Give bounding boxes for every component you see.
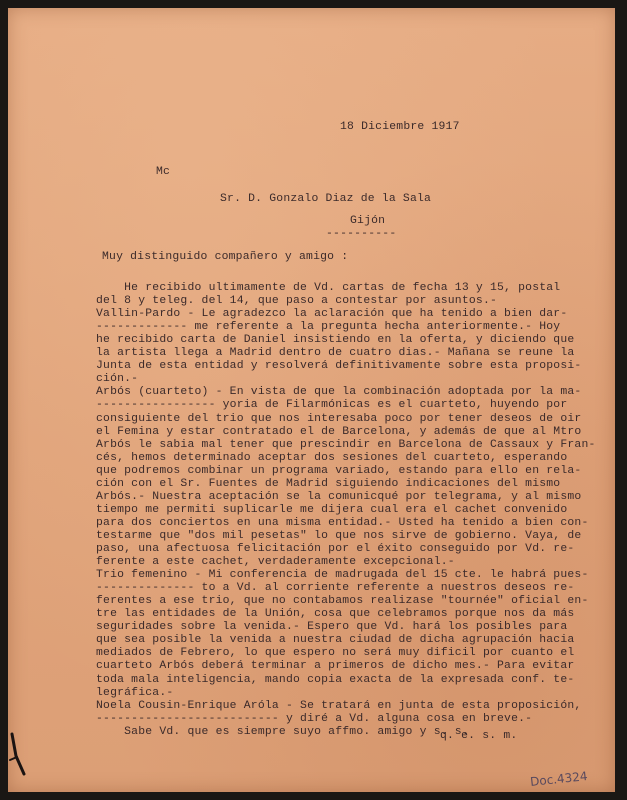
body-line: tiempo me permiti suplicarle me dijera cual era el cachet convenido [96,503,568,516]
body-line: he recibido carta de Daniel insistiendo en la oferta, y diciendo que [96,334,575,347]
body-line: cés, hemos determinado aceptar dos sesiones del cuarteto, esperando [96,451,568,464]
body-line: del 8 y teleg. del 14, que paso a contestar por asuntos.- [96,295,498,308]
closing-initials: q. e. s. m. [440,730,518,742]
body-line: -------------------------- y diré a Vd. alguna cosa en breve.- [96,712,533,725]
body-line: consiguiente del trio que nos interesaba poco por tener deseos de oir [96,412,582,425]
body-line: legráfica.- [96,686,174,699]
archive-number: Doc.4324 [529,769,589,789]
letter-reference: Mc [156,166,171,178]
body-line: ferentes a ese trio, que no contabamos realizase "tournée" oficial en- [96,595,589,608]
letter-sheet [8,8,615,792]
body-line: Arbós.- Nuestra aceptación se la comunicqué por telegrama, y al mismo [96,490,582,503]
recipient-city-underline: ---------- [326,228,397,240]
body-line: Trio femenino - Mi conferencia de madrugada del 15 cte. le habrá pues- [96,569,589,582]
body-line: mediados de Febrero, lo que espero no será muy dificil por cuanto el [96,647,575,660]
body-line: Arbós le sabia mal tener que prescindir en Barcelona de Cassaux y Fran- [96,438,596,451]
body-line: Sabe Vd. que es siempre suyo affmo. amigo y s. s. [96,725,469,738]
salutation: Muy distinguido compañero y amigo : [102,251,349,263]
body-line: tre las entidades de la Unión, cosa que celebramos porque nos da más [96,608,575,621]
letter-body [8,8,615,792]
body-line: cuarteto Arbós deberá terminar a primeros de dicho mes.- Para evitar [96,660,575,673]
body-line: He recibido ultimamente de Vd. cartas de fecha 13 y 15, postal [96,282,561,294]
ink-mark [8,730,30,778]
letter-date: 18 Diciembre 1917 [340,121,460,133]
body-line: -------------- to a Vd. al corriente referente a nuestros deseos re- [96,582,575,595]
body-line: paso, una afectuosa felicitación por el éxito conseguido por Vd. re- [96,543,575,555]
body-line: para dos conciertos en una misma entidad.- Usted ha tenido a bien con- [96,516,589,529]
body-line: Vallin-Pardo - Le agradezco la aclaración que ha tenido a bien dar- [96,308,568,321]
body-line: toda mala inteligencia, mando copia exacta de la expresada conf. te- [96,673,575,686]
body-line: ferente a este cachet, verdaderamente excepcional.- [96,556,455,569]
recipient-city: Gijón [350,215,386,227]
body-line: ----------------- yoria de Filarmónicas es el cuarteto, huyendo por [96,399,568,412]
body-line: ción.- [96,373,139,386]
body-line: el Femina y estar contratado el de Barcelona, y además de que al Mtro [96,425,582,438]
body-line: Arbós (cuarteto) - En vista de que la combinación adoptada por la ma- [96,386,582,399]
body-line: que sea posible la venida a nuestra ciudad de dicha agrupación hacia [96,634,575,647]
body-line: la artista llega a Madrid dentro de cuatro dias.- Mañana se reune la [96,347,575,360]
body-line: testarme que "dos mil pesetas" lo que nos sirve de gobierno. Vaya, de [96,529,582,542]
body-line: seguridades sobre la venida.- Espero que Vd. hará los posibles para [96,621,568,634]
body-line: Noela Cousin-Enrique Aróla - Se tratará en junta de esta proposición, [96,699,582,712]
body-line: ción con el Sr. Fuentes de Madrid siguiendo indicaciones del mismo [96,477,561,490]
body-line: Junta de esta entidad y resolverá definitivamente sobre esta proposi- [96,360,582,373]
recipient-name: Sr. D. Gonzalo Diaz de la Sala [220,193,432,205]
body-line: ------------- me referente a la pregunta hecha anteriormente.- Hoy [96,321,561,334]
body-line: que podremos combinar un programa variado, estando para ello en rela- [96,464,582,477]
